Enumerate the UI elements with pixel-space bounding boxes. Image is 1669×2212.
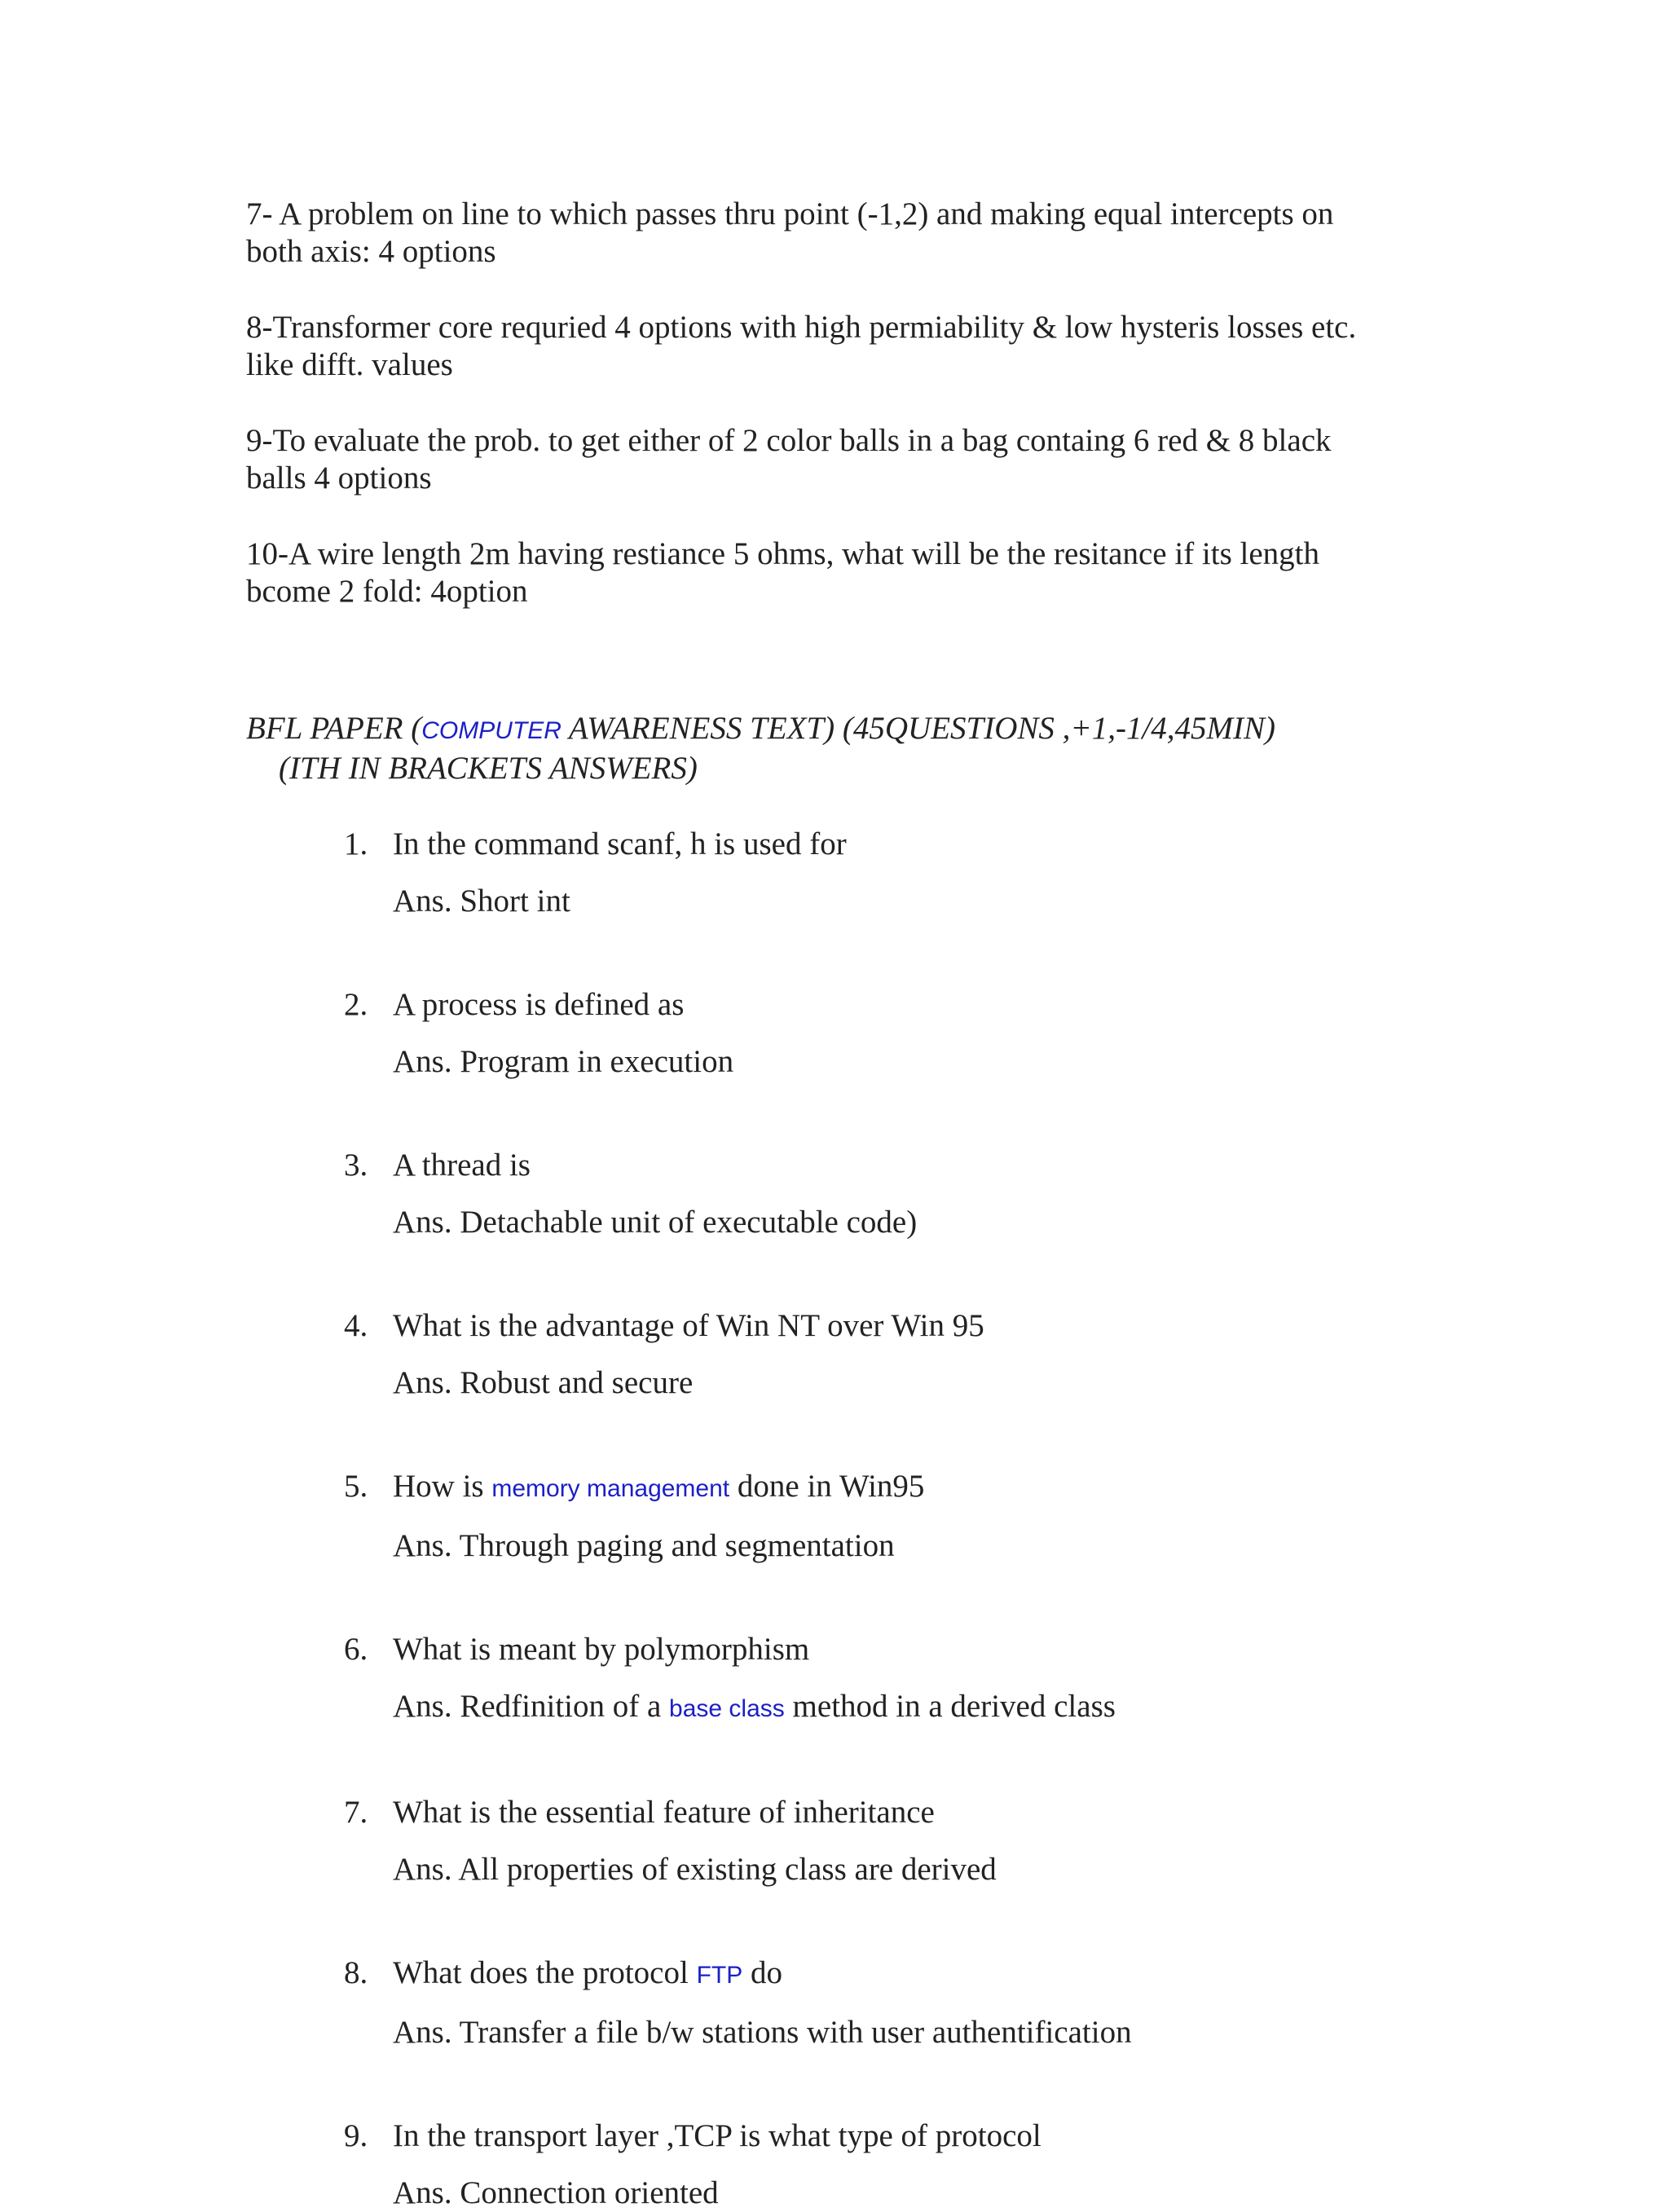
- list-number: 1.: [344, 826, 368, 861]
- question-text: A process is defined as: [393, 987, 685, 1022]
- answer-text: Ans. Redfinition of a base class method in a derived class: [393, 1689, 1116, 1724]
- list-number: 5.: [344, 1469, 368, 1504]
- heading-text: BFL PAPER (: [246, 711, 422, 746]
- list-number: 2.: [344, 987, 368, 1022]
- paragraph-item-10: [246, 535, 1452, 610]
- paragraph-line: 7- A problem on line to which passes thru point (-1,2) and making equal intercepts on: [246, 196, 1334, 231]
- list-item: [246, 1307, 1452, 1402]
- paragraph-line: 9-To evaluate the prob. to get either of 2 color balls in a bag containg 6 red & 8 black: [246, 423, 1332, 458]
- heading-subline: (ITH IN BRACKETS ANSWERS): [279, 751, 698, 786]
- heading-link-computer[interactable]: COMPUTER: [421, 717, 561, 744]
- list-item: [246, 2117, 1452, 2212]
- answer-text: Ans. Program in execution: [393, 1044, 734, 1079]
- list-number: 8.: [344, 1955, 368, 1990]
- question-text: What is meant by polymorphism: [393, 1632, 810, 1667]
- question-text: In the transport layer ,TCP is what type of protocol: [393, 2118, 1041, 2153]
- question-text: How is memory management done in Win95: [393, 1469, 925, 1504]
- list-item: [246, 1147, 1452, 1241]
- answer-text: Ans. Short int: [393, 883, 570, 919]
- link-memory-management[interactable]: memory management: [491, 1475, 730, 1502]
- paragraph-item-8: [246, 309, 1452, 384]
- link-base-class[interactable]: base class: [669, 1695, 785, 1722]
- qa-list: [246, 826, 1452, 2212]
- list-number: 3.: [344, 1148, 368, 1183]
- paragraph-item-9: [246, 422, 1452, 497]
- question-text: In the command scanf, h is used for: [393, 826, 847, 861]
- question-text: What is the essential feature of inheritance: [393, 1795, 935, 1830]
- question-text: What is the advantage of Win NT over Win 95: [393, 1308, 984, 1343]
- answer-text: Ans. Through paging and segmentation: [393, 1528, 895, 1563]
- question-text: What does the protocol FTP do: [393, 1955, 782, 1990]
- paragraph-line: 10-A wire length 2m having restiance 5 ohms, what will be the resitance if its length: [246, 536, 1320, 571]
- paragraph-line: like difft. values: [246, 347, 453, 382]
- list-item: [246, 826, 1452, 920]
- list-number: 9.: [344, 2118, 368, 2153]
- list-item: [246, 986, 1452, 1081]
- list-item: [246, 1954, 1452, 2051]
- paragraph-line: 8-Transformer core requried 4 options with high permiability & low hysteris losses etc.: [246, 310, 1357, 345]
- answer-text: Ans. Robust and secure: [393, 1365, 694, 1400]
- document-page: [246, 196, 1452, 2212]
- link-ftp[interactable]: FTP: [696, 1962, 743, 1989]
- heading-text: AWARENESS TEXT) (45QUESTIONS ,+1,-1/4,45MIN): [561, 711, 1276, 746]
- answer-text: Ans. Connection oriented: [393, 2175, 719, 2210]
- paragraph-line: both axis: 4 options: [246, 234, 496, 269]
- section-heading: [246, 710, 1452, 787]
- paragraph-line: balls 4 options: [246, 460, 432, 496]
- list-item: [246, 1631, 1452, 1728]
- answer-text: Ans. All properties of existing class are derived: [393, 1852, 997, 1887]
- list-number: 4.: [344, 1308, 368, 1343]
- paragraph-line: bcome 2 fold: 4option: [246, 574, 528, 609]
- question-text: A thread is: [393, 1148, 531, 1183]
- answer-text: Ans. Transfer a file b/w stations with user authentification: [393, 2015, 1132, 2050]
- list-item: [246, 1794, 1452, 1888]
- paragraph-item-7: [246, 196, 1452, 271]
- list-item: [246, 1468, 1452, 1565]
- list-number: 6.: [344, 1632, 368, 1667]
- answer-text: Ans. Detachable unit of executable code): [393, 1205, 918, 1240]
- list-number: 7.: [344, 1795, 368, 1830]
